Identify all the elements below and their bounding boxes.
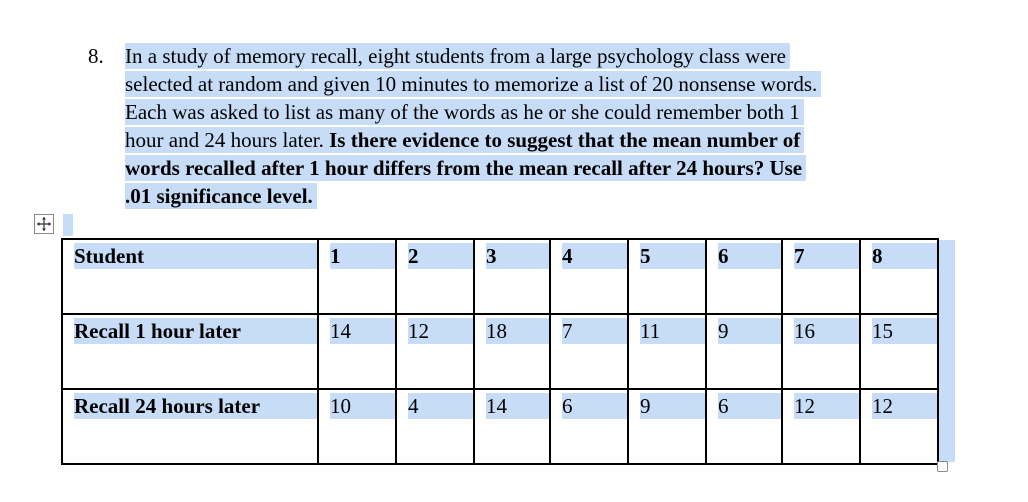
student-cell[interactable]: 1 bbox=[318, 239, 396, 314]
value-cell[interactable]: 11 bbox=[628, 314, 706, 389]
value-cell[interactable]: 12 bbox=[396, 314, 474, 389]
table-row bbox=[62, 314, 938, 389]
table-header-row bbox=[62, 239, 938, 314]
value-cell[interactable]: 9 bbox=[706, 314, 782, 389]
header-cell[interactable]: Student bbox=[62, 239, 318, 314]
value-cell[interactable]: 4 bbox=[396, 389, 474, 464]
student-cell[interactable]: 3 bbox=[474, 239, 550, 314]
table-row bbox=[62, 389, 938, 464]
value-cell[interactable]: 10 bbox=[318, 389, 396, 464]
value-cell[interactable]: 9 bbox=[628, 389, 706, 464]
question-line: .01 significance level. bbox=[125, 182, 945, 210]
value-cell[interactable]: 7 bbox=[550, 314, 628, 389]
row-end-selection bbox=[937, 240, 955, 462]
value-cell[interactable]: 18 bbox=[474, 314, 550, 389]
row-label-cell[interactable]: Recall 24 hours later bbox=[62, 389, 318, 464]
question-number: 8. bbox=[88, 44, 104, 68]
student-cell[interactable]: 8 bbox=[860, 239, 938, 314]
value-cell[interactable]: 12 bbox=[782, 389, 860, 464]
value-cell[interactable]: 14 bbox=[318, 314, 396, 389]
question-line: selected at random and given 10 minutes to memorize a list of 20 nonsense words. bbox=[125, 70, 945, 98]
student-cell[interactable]: 5 bbox=[628, 239, 706, 314]
table-resize-handle[interactable] bbox=[937, 461, 948, 472]
question-line: Each was asked to list as many of the words as he or she could remember both 1 bbox=[125, 98, 945, 126]
value-cell[interactable]: 12 bbox=[860, 389, 938, 464]
value-cell[interactable]: 6 bbox=[550, 389, 628, 464]
question-line: In a study of memory recall, eight students from a large psychology class were bbox=[125, 42, 945, 70]
row-label-cell[interactable]: Recall 1 hour later bbox=[62, 314, 318, 389]
question-text[interactable] bbox=[125, 42, 945, 210]
value-cell[interactable]: 15 bbox=[860, 314, 938, 389]
selection-marker bbox=[63, 214, 73, 236]
question-line: hour and 24 hours later. Is there evidence to suggest that the mean number of bbox=[125, 126, 945, 154]
student-cell[interactable]: 4 bbox=[550, 239, 628, 314]
student-cell[interactable]: 7 bbox=[782, 239, 860, 314]
table-move-handle[interactable] bbox=[34, 214, 54, 234]
value-cell[interactable]: 14 bbox=[474, 389, 550, 464]
value-cell[interactable]: 16 bbox=[782, 314, 860, 389]
value-cell[interactable]: 6 bbox=[706, 389, 782, 464]
move-handle-icon bbox=[36, 216, 52, 232]
student-cell[interactable]: 2 bbox=[396, 239, 474, 314]
question-line: words recalled after 1 hour differs from the mean recall after 24 hours? Use bbox=[125, 154, 945, 182]
recall-table[interactable] bbox=[61, 238, 939, 465]
student-cell[interactable]: 6 bbox=[706, 239, 782, 314]
